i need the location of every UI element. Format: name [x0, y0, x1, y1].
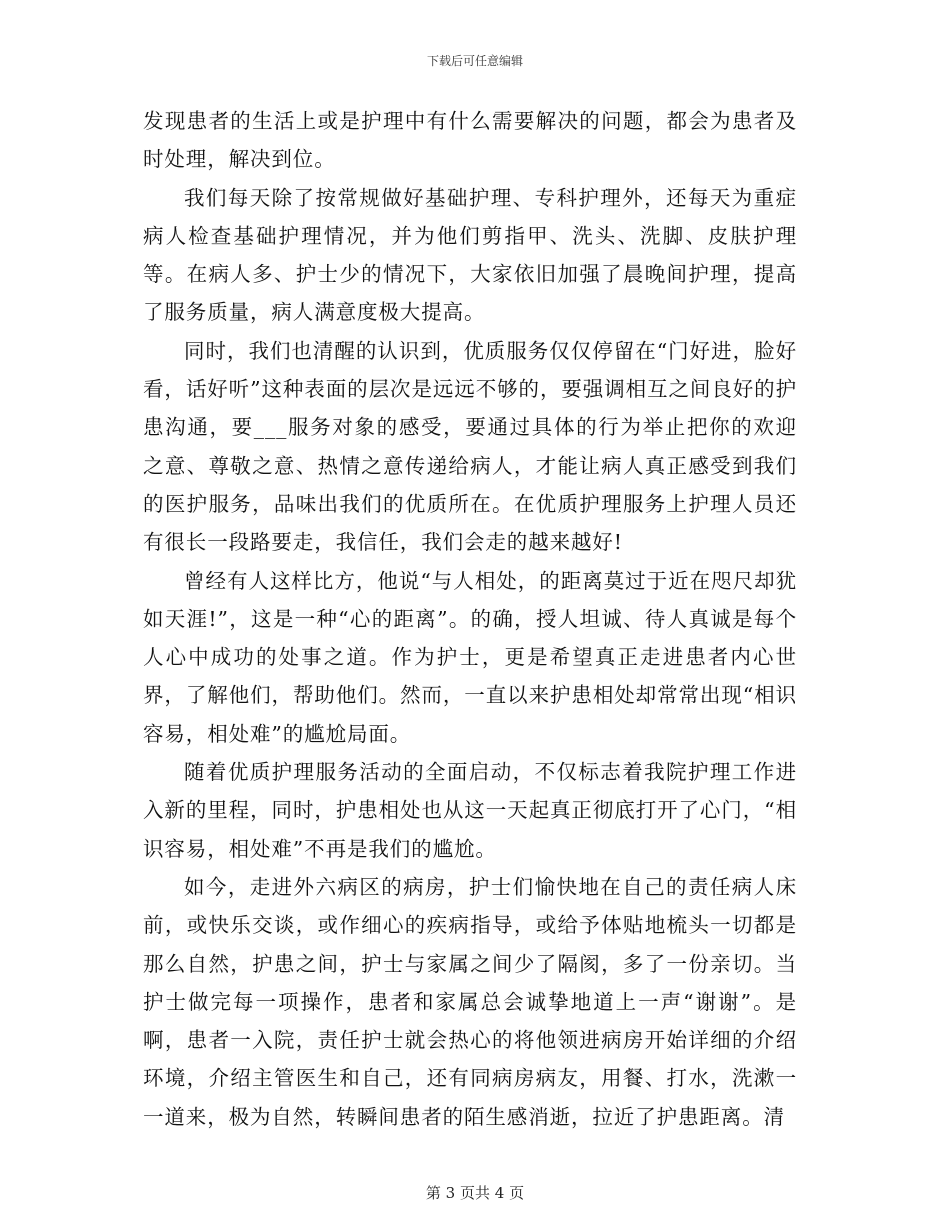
paragraph: 同时，我们也清醒的认识到，优质服务仅仅停留在“门好进，脸好看，话好听”这种表面的层次是远远不够的，要强调相互之间良好的护患沟通，要___服务对象的感受，要通过具体的行为举止把你的欢迎之意、尊敬之意、热情之意传递给病人，才能让病人真正感受到我们的医护服务，品味出我们的优质所在。在优质护理服务上护理人员还有很长一段路要走，我信任，我们会走的越来越好!: [143, 338, 797, 555]
document-body: [143, 102, 797, 1136]
page-footer: 第 3 页共 4 页: [425, 1184, 525, 1202]
page-header: 下载后可任意编辑: [426, 54, 523, 68]
paragraph: 发现患者的生活上或是护理中有什么需要解决的问题，都会为患者及时处理，解决到位。: [143, 109, 797, 172]
paragraph: 我们每天除了按常规做好基础护理、专科护理外，还每天为重症病人检查基础护理情况，并为他们剪指甲、洗头、洗脚、皮肤护理等。在病人多、护士少的情况下，大家依旧加强了晨晚间护理，提高了服务质量，病人满意度极大提高。: [143, 185, 797, 325]
paragraph: 随着优质护理服务活动的全面启动，不仅标志着我院护理工作进入新的里程，同时，护患相处也从这一天起真正彻底打开了心门，“相识容易，相处难”不再是我们的尴尬。: [143, 760, 797, 861]
paragraph: 曾经有人这样比方，他说“与人相处，的距离莫过于近在咫尺却犹如天涯!”，这是一种“心的距离”。的确，授人坦诚、待人真诚是每个人心中成功的处事之道。作为护士，更是希望真正走进患者内心世界，了解他们，帮助他们。然而，一直以来护患相处却常常出现“相识容易，相处难”的尴尬局面。: [143, 568, 797, 746]
paragraph: 如今，走进外六病区的病房，护士们愉快地在自己的责任病人床前，或快乐交谈，或作细心的疾病指导，或给予体贴地梳头一切都是那么自然，护患之间，护士与家属之间少了隔阂，多了一份亲切。当护士做完每一项操作，患者和家属总会诚挚地道上一声“谢谢”。是啊，患者一入院，责任护士就会热心的将他领进病房开始详细的介绍环境，介绍主管医生和自己，还有同病房病友，用餐、打水，洗漱一一道来，极为自然，转瞬间患者的陌生感消逝，拉近了护患距离。清: [143, 874, 797, 1129]
